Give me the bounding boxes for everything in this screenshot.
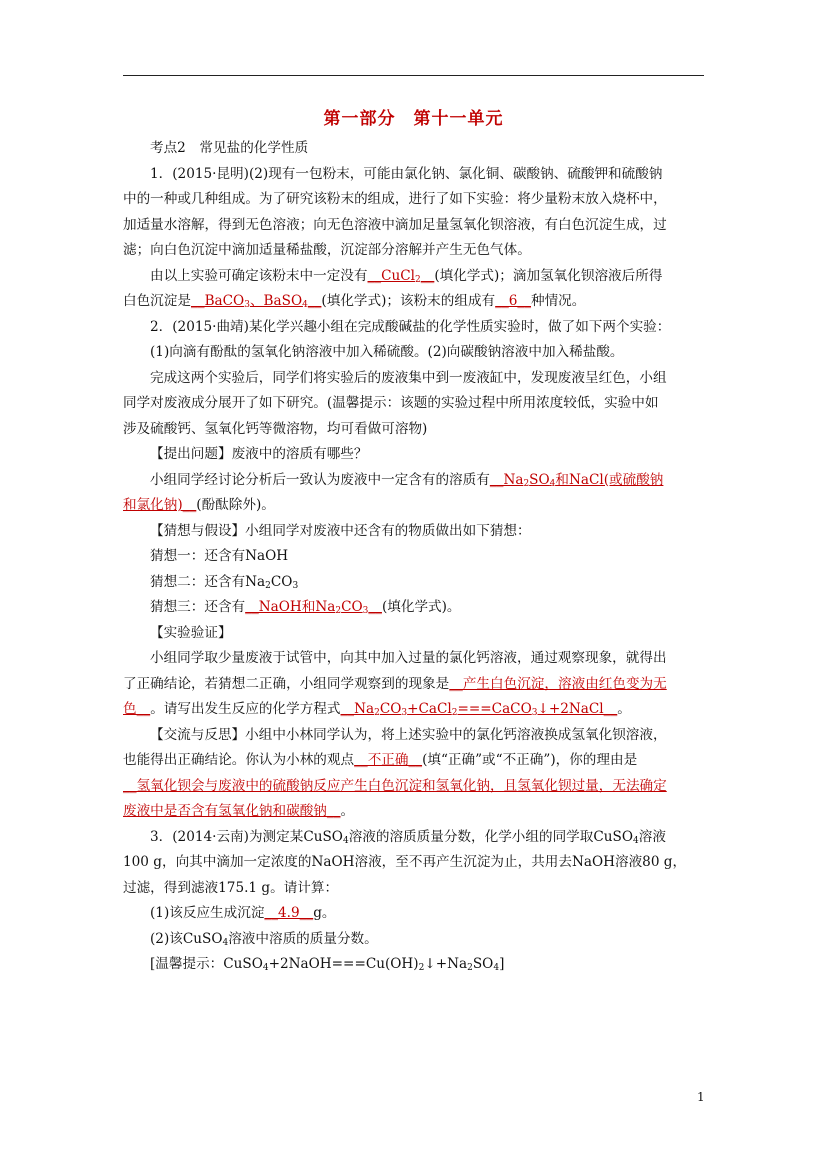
q3-sub-1: (1)该反应生成沉淀__4.9__g。 xyxy=(150,905,336,921)
answer-guess-3: __NaOH和$Na_2CO_3\_\_$ xyxy=(245,599,382,616)
q2-line-3: 完成这两个实验后，同学们将实验后的废液集中到一废液缸中，发现废液呈红色，小组 xyxy=(150,369,667,386)
q2-line-4: 同学对废液成分展开了如下研究。(温馨提示：该题的实验过程中所用浓度较低，实验中如 xyxy=(123,395,659,411)
section-heading: 考点2 常见盐的化学性质 xyxy=(150,140,309,156)
q2-guess-2: 猜想二：还含有$Na_2CO_3$ xyxy=(150,573,299,591)
q2-reflect-2: 也能得出正确结论。你认为小林的观点__不正确__(填“正确”或“不正确”)，你的理由是 xyxy=(123,752,638,768)
q2-line-2: (1)向滴有酚酞的氢氧化钠溶液中加入稀硫酸。(2)向碳酸钠溶液中加入稀盐酸。 xyxy=(150,344,624,360)
page-title xyxy=(123,104,704,129)
q3-line-3: 过滤，得到滤液175.1 g。请计算： xyxy=(123,879,339,896)
title-part-2: 第十一单元 xyxy=(413,109,504,129)
q1-line-4: 滤；向白色沉淀中滴加适量稀盐酸，沉淀部分溶解并产生无色气体。 xyxy=(123,242,531,258)
document-body xyxy=(123,136,704,978)
q2-ask: 【提出问题】废液中的溶质有哪些？ xyxy=(150,446,368,462)
q2-line-5: 涉及硫酸钙、氢氧化钙等微溶物，均可看做可溶物) xyxy=(123,420,428,437)
answer-precipitate: __BaCO$_3$、BaSO$_4$__ xyxy=(190,293,322,310)
q2-guess-1: 猜想一：还含有NaOH xyxy=(150,548,289,564)
page-number: 1 xyxy=(697,1090,705,1104)
q3-sub-2: (2)该CuSO$_4$溶液中溶质的质量分数。 xyxy=(150,930,378,948)
q2-guess-3: 猜想三：还含有__NaOH和$Na_2CO_3\_\_$(填化学式)。 xyxy=(150,599,461,616)
answer-cucl2: __CuCl$_2$__ xyxy=(367,267,435,285)
answer-count: __6__ xyxy=(495,293,531,309)
q3-tip: [温馨提示：$CuSO_4+2NaOH===Cu(OH)_2↓+Na_2SO_4$] xyxy=(150,956,505,973)
q1-line-3: 加适量水溶解，得到无色溶液；向无色溶液中滴加足量氢氧化钡溶液，有白色沉淀生成，过 xyxy=(123,216,667,233)
q1-line-2: 中的一种或几种组成。为了研究该粉末的组成，进行了如下实验：将少量粉末放入烧杯中， xyxy=(123,191,667,207)
answer-equation: $\_\_Na_2CO_3+CaCl_2===CaCO_3↓+2NaCl\_\_$ xyxy=(340,701,618,718)
q2-reflect-3: __氢氧化钡会与废液中的硫酸钠反应产生白色沉淀和氢氧化钠，且氢氧化钡过量，无法确定 xyxy=(123,777,667,794)
answer-solutes: $\_\_Na_2SO_4$和NaCl(或硫酸钠 xyxy=(489,471,664,489)
q2-hypothesis: 【猜想与假设】小组同学对废液中还含有的物质做出如下猜想： xyxy=(150,522,531,539)
q2-verify-3: 色__。请写出发生反应的化学方程式$\_\_Na_2CO_3+CaCl_2===CaCO_3↓+2NaCl\_\_$。 xyxy=(123,701,631,718)
q2-reflect-4: 废液中是否含有氢氧化钠和碳酸钠__。 xyxy=(123,803,355,819)
q2-verify-label: 【实验验证】 xyxy=(150,624,232,641)
q2-analysis-1: 小组同学经讨论分析后一致认为废液中一定含有的溶质有$\_\_Na_2SO_4$和NaCl(或硫酸钠 xyxy=(150,471,664,489)
q2-verify-2: 了正确结论，若猜想二正确，小组同学观察到的现象是__产生白色沉淀，溶液由红色变为无 xyxy=(123,675,667,692)
header-rule xyxy=(123,75,704,76)
title-part-1: 第一部分 xyxy=(323,109,396,129)
answer-mass: __4.9__ xyxy=(264,905,314,921)
q1-answer-line-1: 由以上实验可确定该粉末中一定没有__CuCl$_2$__(填化学式)；滴加氢氧化钡溶液后所得 xyxy=(150,267,663,285)
q2-line-1: 2．(2015·曲靖)某化学兴趣小组在完成酸碱盐的化学性质实验时，做了如下两个实验： xyxy=(150,318,671,335)
q1-answer-line-2: 白色沉淀是__BaCO$_3$、BaSO$_4$__(填化学式)；该粉末的组成有__6__种情况。 xyxy=(123,293,586,310)
q2-reflect-1: 【交流与反思】小组中小林同学认为，将上述实验中的氯化钙溶液换成氢氧化钡溶液， xyxy=(150,726,667,743)
q3-line-2: 100 g，向其中滴加一定浓度的NaOH溶液，至不再产生沉淀为止，共用去NaOH溶液80 g， xyxy=(123,854,687,870)
q2-verify-1: 小组同学取少量废液于试管中，向其中加入过量的氯化钙溶液，通过观察现象，就得出 xyxy=(150,650,667,666)
q1-line-1: 1．(2015·昆明)(2)现有一包粉末，可能由氯化钠、氯化铜、碳酸钠、硫酸钾和硫酸钠 xyxy=(150,165,663,182)
q3-line-1: 3．(2014·云南)为测定某CuSO$_4$溶液的溶质质量分数，化学小组的同学取CuSO$_4$溶液 xyxy=(150,828,666,846)
q2-analysis-2: 和氯化钠)__(酚酞除外)。 xyxy=(123,497,275,513)
